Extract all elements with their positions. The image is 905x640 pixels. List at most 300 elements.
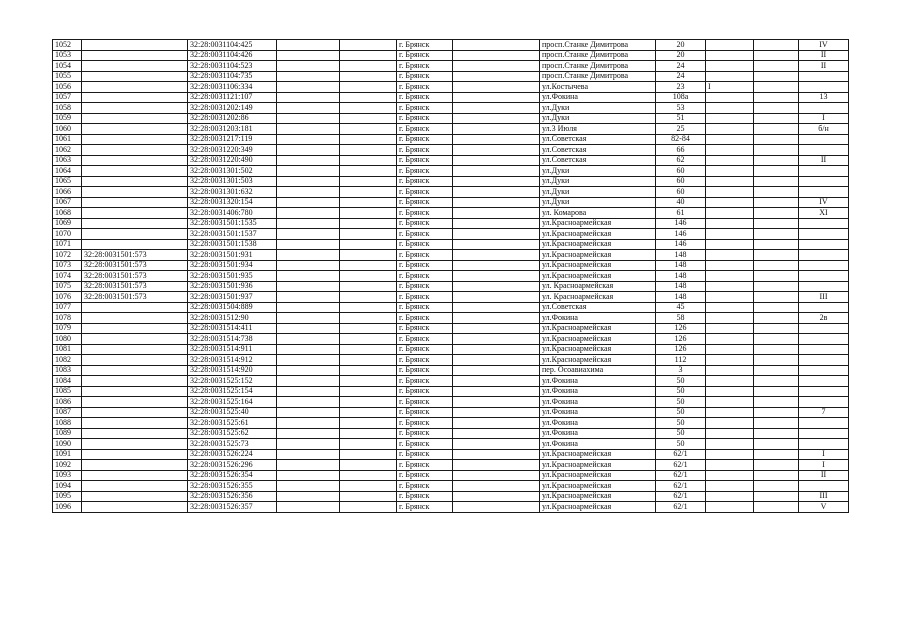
parent-cadastral-cell [82,176,188,187]
empty-cell-d [754,40,799,51]
house-number-cell: 60 [656,176,706,187]
parent-cadastral-cell [82,124,188,135]
empty-cell-c [453,334,540,345]
empty-cell-c [453,82,540,93]
cadastral-number-cell: 32:28:0031104:523 [188,61,277,72]
table-row [53,82,849,93]
house-number-cell: 62/1 [656,502,706,513]
empty-cell-b [340,397,397,408]
premises-cell [799,176,849,187]
city-cell: г. Брянск [397,250,453,261]
street-cell: ул. Красноармейская [540,292,656,303]
building-cell [706,260,754,271]
premises-cell: III [799,491,849,502]
empty-cell-b [340,145,397,156]
empty-cell-c [453,407,540,418]
premises-cell [799,250,849,261]
street-cell: ул.Красноармейская [540,355,656,366]
empty-cell-b [340,470,397,481]
city-cell: г. Брянск [397,134,453,145]
building-cell [706,145,754,156]
table-row [53,250,849,261]
house-number-cell: 62/1 [656,470,706,481]
cadastral-number-cell: 32:28:0031501:934 [188,260,277,271]
empty-cell-a [277,460,340,471]
premises-cell: 7 [799,407,849,418]
house-number-cell: 60 [656,187,706,198]
parent-cadastral-cell [82,197,188,208]
parent-cadastral-cell [82,439,188,450]
empty-cell-c [453,365,540,376]
building-cell [706,460,754,471]
empty-cell-a [277,187,340,198]
empty-cell-b [340,418,397,429]
row-number-cell: 1059 [53,113,82,124]
row-number-cell: 1086 [53,397,82,408]
cadastral-number-cell: 32:28:0031512:90 [188,313,277,324]
cadastral-number-cell: 32:28:0031514:411 [188,323,277,334]
row-number-cell: 1067 [53,197,82,208]
street-cell: ул.Советская [540,145,656,156]
row-number-cell: 1054 [53,61,82,72]
house-number-cell: 112 [656,355,706,366]
empty-cell-d [754,491,799,502]
table-row [53,407,849,418]
premises-cell: II [799,61,849,72]
parent-cadastral-cell [82,82,188,93]
street-cell: ул.Красноармейская [540,449,656,460]
empty-cell-d [754,502,799,513]
parent-cadastral-cell: 32:28:0031501:573 [82,250,188,261]
table-row [53,187,849,198]
row-number-cell: 1088 [53,418,82,429]
empty-cell-c [453,71,540,82]
empty-cell-a [277,239,340,250]
premises-cell [799,344,849,355]
parent-cadastral-cell [82,418,188,429]
house-number-cell: 146 [656,229,706,240]
row-number-cell: 1077 [53,302,82,313]
cadastral-number-cell: 32:28:0031525:61 [188,418,277,429]
empty-cell-d [754,166,799,177]
street-cell: ул.Советская [540,155,656,166]
empty-cell-b [340,313,397,324]
table-row [53,166,849,177]
empty-cell-b [340,92,397,103]
house-number-cell: 62/1 [656,491,706,502]
empty-cell-c [453,313,540,324]
street-cell: ул.Фокина [540,439,656,450]
street-cell: ул.Красноармейская [540,271,656,282]
empty-cell-b [340,71,397,82]
city-cell: г. Брянск [397,103,453,114]
empty-cell-b [340,197,397,208]
empty-cell-d [754,439,799,450]
row-number-cell: 1090 [53,439,82,450]
city-cell: г. Брянск [397,386,453,397]
row-number-cell: 1071 [53,239,82,250]
empty-cell-c [453,124,540,135]
building-cell [706,376,754,387]
cadastral-number-cell: 32:28:0031202:86 [188,113,277,124]
house-number-cell: 126 [656,344,706,355]
table-row [53,302,849,313]
street-cell: ул.Дуки [540,113,656,124]
street-cell: ул.Красноармейская [540,323,656,334]
cadastral-number-cell: 32:28:0031514:738 [188,334,277,345]
empty-cell-a [277,229,340,240]
empty-cell-a [277,302,340,313]
city-cell: г. Брянск [397,281,453,292]
parent-cadastral-cell [82,470,188,481]
city-cell: г. Брянск [397,82,453,93]
empty-cell-c [453,92,540,103]
empty-cell-c [453,61,540,72]
city-cell: г. Брянск [397,124,453,135]
table-row [53,397,849,408]
street-cell: ул.Красноармейская [540,481,656,492]
empty-cell-d [754,376,799,387]
row-number-cell: 1093 [53,470,82,481]
empty-cell-c [453,397,540,408]
row-number-cell: 1080 [53,334,82,345]
row-number-cell: 1081 [53,344,82,355]
empty-cell-c [453,40,540,51]
city-cell: г. Брянск [397,334,453,345]
empty-cell-b [340,155,397,166]
house-number-cell: 51 [656,113,706,124]
street-cell: ул.Красноармейская [540,229,656,240]
row-number-cell: 1061 [53,134,82,145]
building-cell [706,124,754,135]
empty-cell-b [340,439,397,450]
empty-cell-b [340,103,397,114]
empty-cell-b [340,502,397,513]
empty-cell-b [340,187,397,198]
city-cell: г. Брянск [397,40,453,51]
building-cell [706,281,754,292]
city-cell: г. Брянск [397,71,453,82]
house-number-cell: 61 [656,208,706,219]
empty-cell-b [340,460,397,471]
parent-cadastral-cell [82,134,188,145]
row-number-cell: 1094 [53,481,82,492]
empty-cell-c [453,386,540,397]
cadastral-number-cell: 32:28:0031525:152 [188,376,277,387]
parent-cadastral-cell [82,334,188,345]
parent-cadastral-cell [82,302,188,313]
city-cell: г. Брянск [397,502,453,513]
empty-cell-b [340,113,397,124]
empty-cell-a [277,260,340,271]
empty-cell-c [453,418,540,429]
building-cell [706,439,754,450]
empty-cell-c [453,145,540,156]
table-row [53,124,849,135]
row-number-cell: 1079 [53,323,82,334]
house-number-cell: 146 [656,218,706,229]
premises-cell [799,82,849,93]
table-row [53,334,849,345]
empty-cell-b [340,386,397,397]
empty-cell-b [340,271,397,282]
premises-cell [799,365,849,376]
building-cell [706,407,754,418]
street-cell: ул.Красноармейская [540,502,656,513]
empty-cell-a [277,40,340,51]
street-cell: ул.Красноармейская [540,218,656,229]
cadastral-number-cell: 32:28:0031504:889 [188,302,277,313]
building-cell [706,229,754,240]
house-number-cell: 45 [656,302,706,313]
table-row [53,470,849,481]
house-number-cell: 66 [656,145,706,156]
building-cell [706,502,754,513]
city-cell: г. Брянск [397,407,453,418]
empty-cell-a [277,407,340,418]
parent-cadastral-cell [82,103,188,114]
parent-cadastral-cell [82,407,188,418]
empty-cell-b [340,449,397,460]
street-cell: ул.Дуки [540,166,656,177]
empty-cell-d [754,470,799,481]
city-cell: г. Брянск [397,218,453,229]
empty-cell-c [453,134,540,145]
premises-cell [799,386,849,397]
parent-cadastral-cell [82,208,188,219]
empty-cell-d [754,82,799,93]
empty-cell-a [277,145,340,156]
empty-cell-b [340,260,397,271]
premises-cell: IV [799,40,849,51]
row-number-cell: 1052 [53,40,82,51]
empty-cell-c [453,250,540,261]
empty-cell-c [453,239,540,250]
street-cell: ул.Красноармейская [540,491,656,502]
empty-cell-d [754,239,799,250]
cadastral-number-cell: 32:28:0031525:40 [188,407,277,418]
city-cell: г. Брянск [397,176,453,187]
city-cell: г. Брянск [397,355,453,366]
table-row [53,239,849,250]
building-cell [706,271,754,282]
empty-cell-a [277,397,340,408]
building-cell [706,386,754,397]
parent-cadastral-cell [82,229,188,240]
empty-cell-a [277,124,340,135]
city-cell: г. Брянск [397,229,453,240]
street-cell: ул.Фокина [540,397,656,408]
parent-cadastral-cell [82,386,188,397]
house-number-cell: 126 [656,323,706,334]
city-cell: г. Брянск [397,344,453,355]
empty-cell-d [754,365,799,376]
empty-cell-a [277,491,340,502]
empty-cell-b [340,61,397,72]
empty-cell-a [277,82,340,93]
empty-cell-d [754,460,799,471]
empty-cell-c [453,208,540,219]
table-row [53,502,849,513]
house-number-cell: 148 [656,281,706,292]
empty-cell-d [754,197,799,208]
empty-cell-d [754,250,799,261]
row-number-cell: 1074 [53,271,82,282]
row-number-cell: 1056 [53,82,82,93]
premises-cell: III [799,292,849,303]
cadastral-number-cell: 32:28:0031501:937 [188,292,277,303]
empty-cell-d [754,418,799,429]
building-cell [706,71,754,82]
empty-cell-b [340,323,397,334]
empty-cell-c [453,271,540,282]
parent-cadastral-cell [82,92,188,103]
city-cell: г. Брянск [397,470,453,481]
empty-cell-b [340,344,397,355]
empty-cell-a [277,281,340,292]
city-cell: г. Брянск [397,460,453,471]
row-number-cell: 1073 [53,260,82,271]
building-cell [706,113,754,124]
premises-cell [799,218,849,229]
empty-cell-b [340,218,397,229]
row-number-cell: 1064 [53,166,82,177]
house-number-cell: 40 [656,197,706,208]
building-cell [706,449,754,460]
table-row [53,365,849,376]
house-number-cell: 3 [656,365,706,376]
premises-cell [799,302,849,313]
parent-cadastral-cell [82,166,188,177]
table-row [53,323,849,334]
table-row [53,481,849,492]
row-number-cell: 1063 [53,155,82,166]
empty-cell-b [340,208,397,219]
empty-cell-a [277,71,340,82]
building-cell [706,239,754,250]
parent-cadastral-cell [82,71,188,82]
empty-cell-b [340,481,397,492]
empty-cell-b [340,250,397,261]
premises-cell [799,428,849,439]
parent-cadastral-cell [82,491,188,502]
empty-cell-d [754,449,799,460]
table-row [53,71,849,82]
empty-cell-d [754,292,799,303]
row-number-cell: 1070 [53,229,82,240]
street-cell: ул.Костычева [540,82,656,93]
house-number-cell: 25 [656,124,706,135]
city-cell: г. Брянск [397,365,453,376]
empty-cell-a [277,208,340,219]
row-number-cell: 1068 [53,208,82,219]
empty-cell-b [340,176,397,187]
empty-cell-d [754,397,799,408]
city-cell: г. Брянск [397,481,453,492]
empty-cell-d [754,113,799,124]
house-number-cell: 58 [656,313,706,324]
street-cell: ул.Фокина [540,418,656,429]
table-row [53,386,849,397]
house-number-cell: 24 [656,71,706,82]
row-number-cell: 1085 [53,386,82,397]
empty-cell-d [754,124,799,135]
cadastral-number-cell: 32:28:0031406:780 [188,208,277,219]
street-cell: ул.Красноармейская [540,334,656,345]
parent-cadastral-cell [82,344,188,355]
table-row [53,428,849,439]
table-row [53,313,849,324]
empty-cell-c [453,376,540,387]
cadastral-number-cell: 32:28:0031203:181 [188,124,277,135]
cadastral-number-cell: 32:28:0031514:911 [188,344,277,355]
cadastral-number-cell: 32:28:0031526:357 [188,502,277,513]
building-cell [706,313,754,324]
table-row [53,61,849,72]
empty-cell-c [453,323,540,334]
house-number-cell: 60 [656,166,706,177]
parent-cadastral-cell: 32:28:0031501:573 [82,281,188,292]
empty-cell-d [754,176,799,187]
empty-cell-d [754,407,799,418]
house-number-cell: 53 [656,103,706,114]
empty-cell-a [277,313,340,324]
row-number-cell: 1076 [53,292,82,303]
empty-cell-d [754,92,799,103]
empty-cell-c [453,281,540,292]
table-row [53,40,849,51]
table-row [53,113,849,124]
empty-cell-a [277,92,340,103]
building-cell [706,176,754,187]
row-number-cell: 1072 [53,250,82,261]
empty-cell-c [453,481,540,492]
registry-body [53,40,849,513]
cadastral-number-cell: 32:28:0031501:1535 [188,218,277,229]
city-cell: г. Брянск [397,376,453,387]
table-row [53,103,849,114]
cadastral-number-cell: 32:28:0031525:154 [188,386,277,397]
empty-cell-c [453,176,540,187]
empty-cell-a [277,113,340,124]
parent-cadastral-cell [82,155,188,166]
row-number-cell: 1092 [53,460,82,471]
empty-cell-a [277,176,340,187]
row-number-cell: 1066 [53,187,82,198]
street-cell: ул.Красноармейская [540,250,656,261]
empty-cell-c [453,502,540,513]
street-cell: ул.Дуки [540,176,656,187]
premises-cell: б/н [799,124,849,135]
building-cell [706,197,754,208]
table-row [53,355,849,366]
empty-cell-a [277,470,340,481]
empty-cell-d [754,145,799,156]
parent-cadastral-cell [82,61,188,72]
empty-cell-b [340,82,397,93]
street-cell: просп.Станке Димитрова [540,50,656,61]
table-row [53,376,849,387]
premises-cell [799,145,849,156]
house-number-cell: 146 [656,239,706,250]
parent-cadastral-cell [82,187,188,198]
parent-cadastral-cell [82,397,188,408]
house-number-cell: 126 [656,334,706,345]
premises-cell: I [799,449,849,460]
empty-cell-c [453,197,540,208]
city-cell: г. Брянск [397,197,453,208]
table-row [53,155,849,166]
